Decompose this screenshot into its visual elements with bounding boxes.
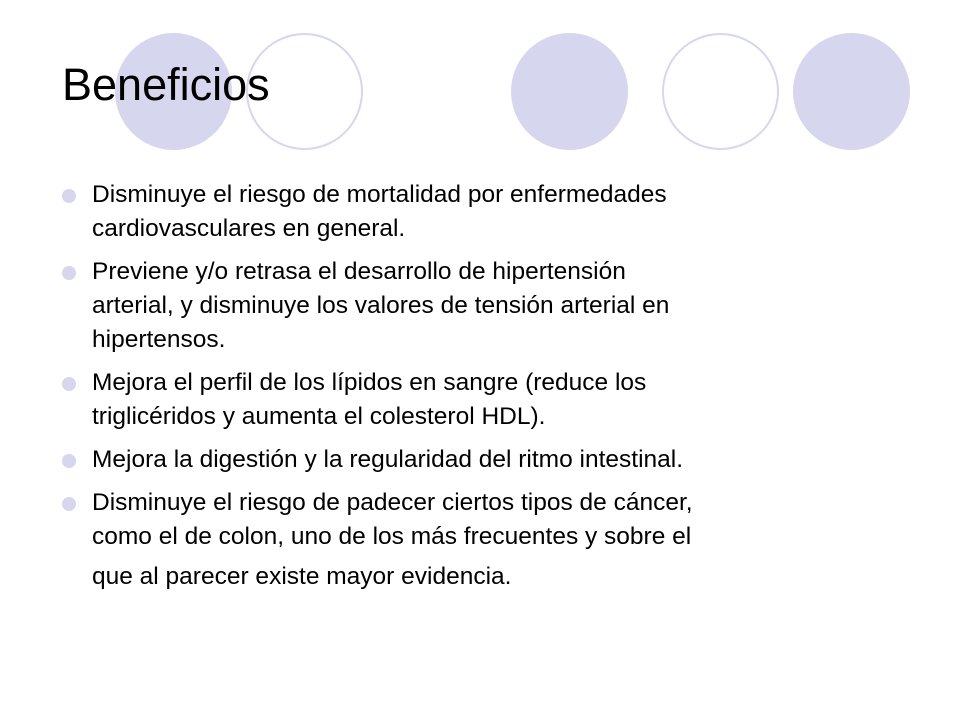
bullet-item [60, 178, 880, 246]
bullet-line: Disminuye el riesgo de padecer ciertos tipos de cáncer, [92, 489, 693, 516]
bullet-item [60, 443, 880, 477]
bullet-line: Disminuye el riesgo de mortalidad por enfermedades [92, 181, 667, 208]
decorative-circle-filled-3 [793, 33, 910, 150]
bullet-icon [62, 377, 76, 391]
bullet-line: Mejora la digestión y la regularidad del ritmo intestinal. [92, 446, 684, 473]
bullet-line: hipertensos. [92, 326, 226, 353]
bullet-line: como el de colon, uno de los más frecuentes y sobre el [92, 523, 692, 550]
bullet-item [60, 486, 880, 600]
bullet-line: arterial, y disminuye los valores de tensión arterial en [92, 292, 670, 319]
bullet-list [60, 178, 880, 609]
slide-title: Beneficios [62, 59, 270, 110]
bullet-line: Mejora el perfil de los lípidos en sangre (reduce los [92, 369, 647, 396]
bullet-icon [62, 454, 76, 468]
bullet-icon [62, 497, 76, 511]
decorative-circle-outline-2 [662, 33, 779, 150]
bullet-icon [62, 189, 76, 203]
bullet-line: triglicéridos y aumenta el colesterol HDL). [92, 403, 546, 430]
bullet-line: cardiovasculares en general. [92, 215, 406, 242]
decorative-circle-filled-2 [511, 33, 628, 150]
bullet-line: Previene y/o retrasa el desarrollo de hipertensión [92, 258, 626, 285]
bullet-icon [62, 266, 76, 280]
bullet-line: que al parecer existe mayor evidencia. [92, 563, 512, 590]
bullet-item [60, 255, 880, 357]
bullet-item [60, 366, 880, 434]
